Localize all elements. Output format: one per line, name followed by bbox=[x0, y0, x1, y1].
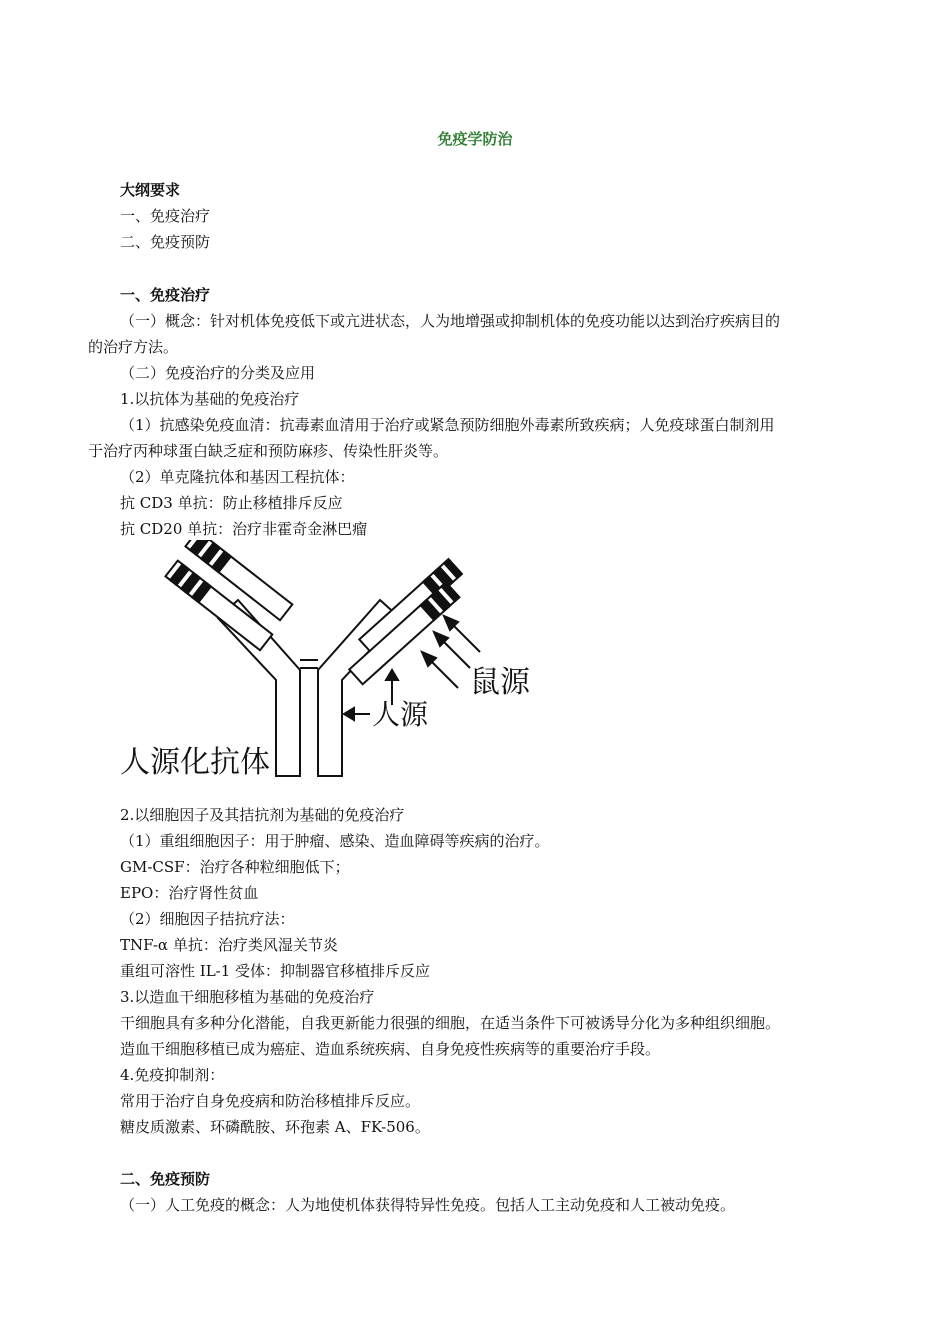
section1-heading: 一、免疫治疗 bbox=[120, 286, 211, 304]
label-mouse: 鼠源 bbox=[470, 665, 530, 700]
paragraph-line: （一）人工免疫的概念：人为地使机体获得特异性免疫。包括人工主动免疫和人工被动免疫。 bbox=[120, 1196, 736, 1214]
paragraph-line: 抗 CD20 单抗：治疗非霍奇金淋巴瘤 bbox=[120, 520, 368, 538]
paragraph-line: EPO：治疗肾性贫血 bbox=[120, 884, 259, 902]
subsection-title: 1.以抗体为基础的免疫治疗 bbox=[120, 390, 300, 408]
paragraph-line: （1）抗感染免疫血清：抗毒素血清用于治疗或紧急预防细胞外毒素所致疾病；人免疫球蛋白制剂用 bbox=[120, 416, 775, 434]
paragraph-line: 糖皮质激素、环磷酰胺、环孢素 A、FK-506。 bbox=[120, 1118, 430, 1136]
subsection-title: 2.以细胞因子及其拮抗剂为基础的免疫治疗 bbox=[120, 806, 405, 824]
label-human: 人源 bbox=[372, 698, 429, 731]
light-chain-left bbox=[165, 561, 272, 651]
concept-line: （一）概念：针对机体免疫低下或亢进状态，人为地增强或抑制机体的免疫功能以达到治疗疾病目的 bbox=[120, 312, 781, 330]
paragraph-line: GM-CSF：治疗各种粒细胞低下； bbox=[120, 858, 350, 876]
label-humanized-antibody: 人源化抗体 bbox=[120, 745, 270, 780]
paragraph-line: 常用于治疗自身免疫病和防治移植排斥反应。 bbox=[120, 1092, 421, 1110]
paragraph-line: TNF-α 单抗：治疗类风湿关节炎 bbox=[120, 936, 338, 954]
outline-item: 二、免疫预防 bbox=[120, 233, 211, 251]
paragraph-line: （1）重组细胞因子：用于肿瘤、感染、造血障碍等疾病的治疗。 bbox=[120, 832, 550, 850]
subsection-title: 3.以造血干细胞移植为基础的免疫治疗 bbox=[120, 988, 375, 1006]
outline-item: 一、免疫治疗 bbox=[120, 207, 211, 225]
paragraph-line: 抗 CD3 单抗：防止移植排斥反应 bbox=[120, 494, 343, 512]
arrow-left-icon bbox=[344, 708, 370, 720]
classification-heading: （二）免疫治疗的分类及应用 bbox=[120, 364, 316, 382]
humanized-antibody-figure bbox=[118, 540, 548, 790]
concept-line: 的治疗方法。 bbox=[88, 338, 179, 356]
subsection-title: 4.免疫抑制剂： bbox=[120, 1066, 225, 1084]
paragraph-line: 于治疗丙种球蛋白缺乏症和预防麻疹、传染性肝炎等。 bbox=[88, 442, 449, 460]
paragraph-line: 干细胞具有多种分化潜能，自我更新能力很强的细胞，在适当条件下可被诱导分化为多种组织细胞。 bbox=[120, 1014, 781, 1032]
paragraph-line: （2）细胞因子拮抗疗法： bbox=[120, 910, 295, 928]
section2-heading: 二、免疫预防 bbox=[120, 1170, 211, 1188]
arrow-diagonal-icon bbox=[422, 652, 458, 688]
paragraph-line: （2）单克隆抗体和基因工程抗体： bbox=[120, 468, 355, 486]
document-title: 免疫学防治 bbox=[437, 130, 513, 148]
paragraph-line: 重组可溶性 IL-1 受体：抑制器官移植排斥反应 bbox=[120, 962, 431, 980]
outline-heading: 大纲要求 bbox=[120, 181, 181, 199]
paragraph-line: 造血干细胞移植已成为癌症、造血系统疾病、自身免疫性疾病等的重要治疗手段。 bbox=[120, 1040, 661, 1058]
